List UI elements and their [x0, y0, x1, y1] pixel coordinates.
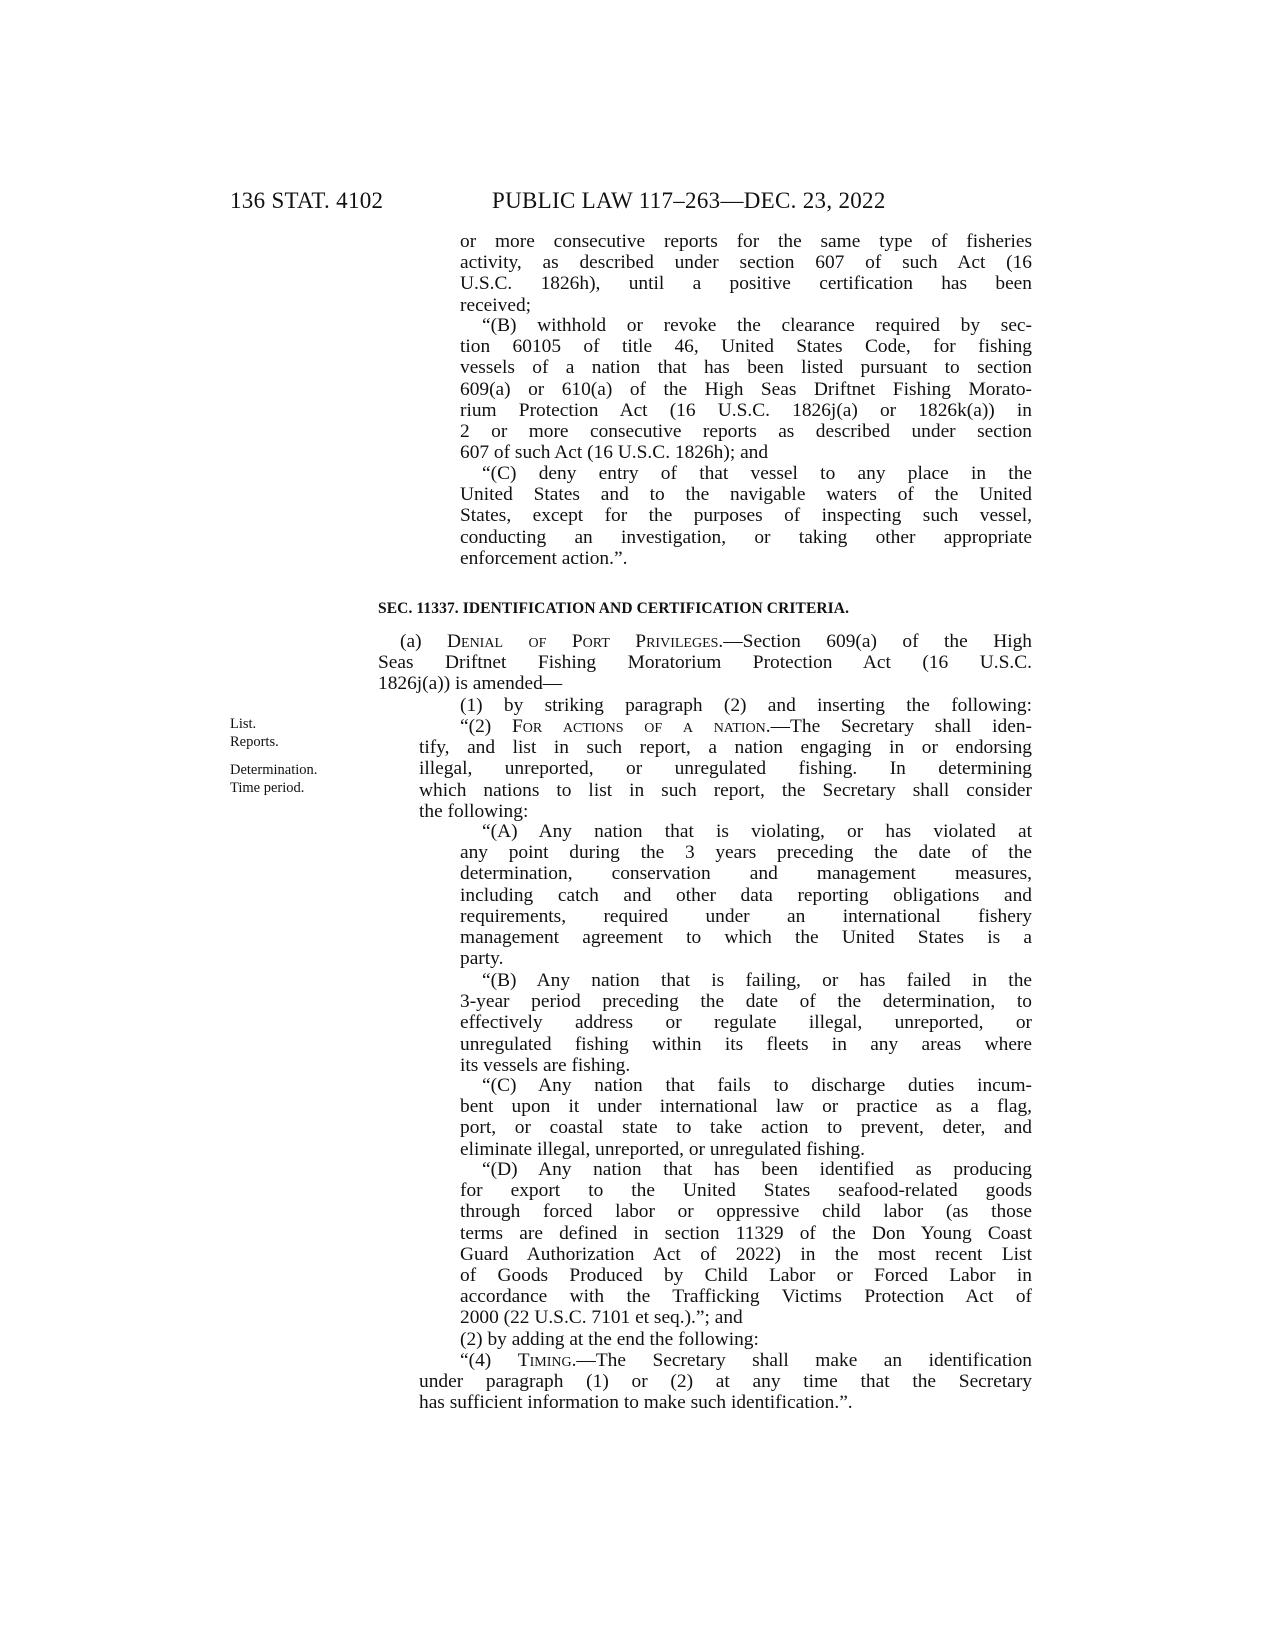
text-line: has sufficient information to make such identification.”.: [419, 1392, 853, 1414]
text-line: (2) by adding at the end the following:: [460, 1329, 759, 1350]
text-line: bent upon it under international law or practice as a flag,: [460, 1096, 1032, 1118]
text-line: port, or coastal state to take action to prevent, deter, and: [460, 1117, 1032, 1139]
text-line: tify, and list in such report, a nation engaging in or endorsing: [419, 737, 1032, 759]
text-run: .—The Secretary shall make an identification: [571, 1350, 1032, 1371]
paragraph-4: [419, 1350, 1032, 1414]
text-line: 2000 (22 U.S.C. 7101 et seq.).”; and: [460, 1307, 743, 1329]
text-line: “(C) deny entry of that vessel to any place in the: [482, 463, 1032, 484]
text-line: management agreement to which the United States is a: [460, 926, 1032, 948]
text-line: “(B) Any nation that is failing, or has failed in the: [482, 970, 1032, 991]
text-line: 2 or more consecutive reports as described under section: [460, 420, 1032, 442]
text-line: [419, 716, 1032, 737]
item-c: [460, 1075, 1032, 1160]
text-line: received;: [460, 294, 532, 316]
text-line: under paragraph (1) or (2) at any time that the Secretary: [419, 1371, 1032, 1393]
text-line: illegal, unreported, or unregulated fishing. In determining: [419, 758, 1032, 780]
text-line: party.: [460, 948, 504, 970]
statute-citation: 136 STAT. 4102: [230, 188, 384, 213]
text-line: effectively address or regulate illegal, unreported, or: [460, 1012, 1032, 1034]
text-line: [419, 1350, 1032, 1371]
text-line: “(C) Any nation that fails to discharge duties incum-: [482, 1075, 1032, 1096]
text-line: which nations to list in such report, the Secretary shall consider: [419, 779, 1032, 801]
text-line: Seas Driftnet Fishing Moratorium Protection Act (16 U.S.C.: [378, 652, 1032, 674]
margin-note: List.: [230, 716, 257, 732]
text-line: of Goods Produced by Child Labor or Forced Labor in: [460, 1264, 1032, 1286]
paragraph-label: “(2): [460, 716, 512, 737]
margin-note: Reports.: [230, 733, 279, 750]
text-line: tion 60105 of title 46, United States Code, for fishing: [460, 336, 1032, 358]
text-line: including catch and other data reporting obligations and: [460, 884, 1032, 906]
section-heading: SEC. 11337. IDENTIFICATION AND CERTIFICATION CRITERIA.: [378, 600, 850, 617]
text-run: .—The Secretary shall iden-: [765, 716, 1032, 737]
paragraph-label: “(4): [460, 1350, 518, 1371]
text-line: requirements, required under an international fishery: [460, 905, 1032, 927]
text-line: eliminate illegal, unreported, or unregulated fishing.: [460, 1138, 865, 1160]
text-line: “(D) Any nation that has been identified as producing: [482, 1159, 1032, 1180]
paragraph-continuation: [460, 231, 1032, 316]
text-line: determination, conservation and management measures,: [460, 863, 1032, 885]
text-line: or more consecutive reports for the same type of fisheries: [460, 231, 1032, 252]
paragraph-heading: Timing: [517, 1350, 572, 1371]
text-line: (1) by striking paragraph (2) and inserting the following:: [460, 695, 1032, 716]
subsection-label: (a): [400, 631, 448, 652]
text-line: unregulated fishing within its fleets in any areas where: [460, 1033, 1032, 1055]
public-law-title: PUBLIC LAW 117–263—DEC. 23, 2022: [492, 188, 886, 213]
text-line: enforcement action.”.: [460, 547, 628, 569]
text-line: vessels of a nation that has been listed pursuant to section: [460, 357, 1032, 379]
text-line: rium Protection Act (16 U.S.C. 1826j(a) or 1826k(a)) in: [460, 399, 1032, 421]
page-header: [0, 188, 1275, 222]
text-line: the following:: [419, 800, 529, 822]
text-line: conducting an investigation, or taking other appropriate: [460, 526, 1032, 548]
paragraph-heading: For actions of a nation: [511, 716, 766, 737]
text-line: “(A) Any nation that is violating, or has violated at: [482, 821, 1032, 842]
margin-gap: [230, 751, 317, 762]
clause-b: [460, 315, 1032, 463]
text-run: .—Section 609(a) of the High: [718, 631, 1032, 652]
item-d: [460, 1159, 1032, 1329]
text-line: 607 of such Act (16 U.S.C. 1826h); and: [460, 442, 769, 464]
text-line: accordance with the Trafficking Victims Protection Act of: [460, 1286, 1032, 1308]
text-line: 1826j(a)) is amended—: [378, 673, 563, 695]
item-b: [460, 970, 1032, 1076]
paragraph-2-intro: [460, 1329, 1032, 1350]
text-line: 609(a) or 610(a) of the High Seas Driftnet Fishing Morato-: [460, 378, 1032, 400]
item-a: [460, 821, 1032, 969]
text-line: terms are defined in section 11329 of the Don Young Coast: [460, 1222, 1032, 1244]
text-line: 3-year period preceding the date of the determination, to: [460, 991, 1032, 1013]
paragraph-2: [419, 716, 1032, 822]
text-line: for export to the United States seafood-related goods: [460, 1180, 1032, 1202]
text-line: its vessels are fishing.: [460, 1054, 631, 1076]
paragraph-1-intro: [460, 695, 1032, 716]
margin-notes: [230, 716, 317, 797]
subsection-heading: Denial of Port Privileges: [447, 631, 719, 652]
text-line: United States and to the navigable waters of the United: [460, 484, 1032, 506]
subsection-a: [378, 631, 1032, 695]
text-line: “(B) withhold or revoke the clearance required by sec-: [482, 315, 1032, 336]
text-line: activity, as described under section 607 of such Act (16: [460, 252, 1032, 274]
margin-note: Time period.: [230, 779, 305, 796]
text-line: States, except for the purposes of inspecting such vessel,: [460, 505, 1032, 527]
clause-c: [460, 463, 1032, 569]
text-line: [378, 631, 1032, 652]
margin-note: Determination.: [230, 762, 318, 778]
text-line: any point during the 3 years preceding the date of the: [460, 842, 1032, 864]
text-line: U.S.C. 1826h), until a positive certification has been: [460, 273, 1032, 295]
text-line: Guard Authorization Act of 2022) in the most recent List: [460, 1243, 1032, 1265]
text-line: through forced labor or oppressive child labor (as those: [460, 1201, 1032, 1223]
